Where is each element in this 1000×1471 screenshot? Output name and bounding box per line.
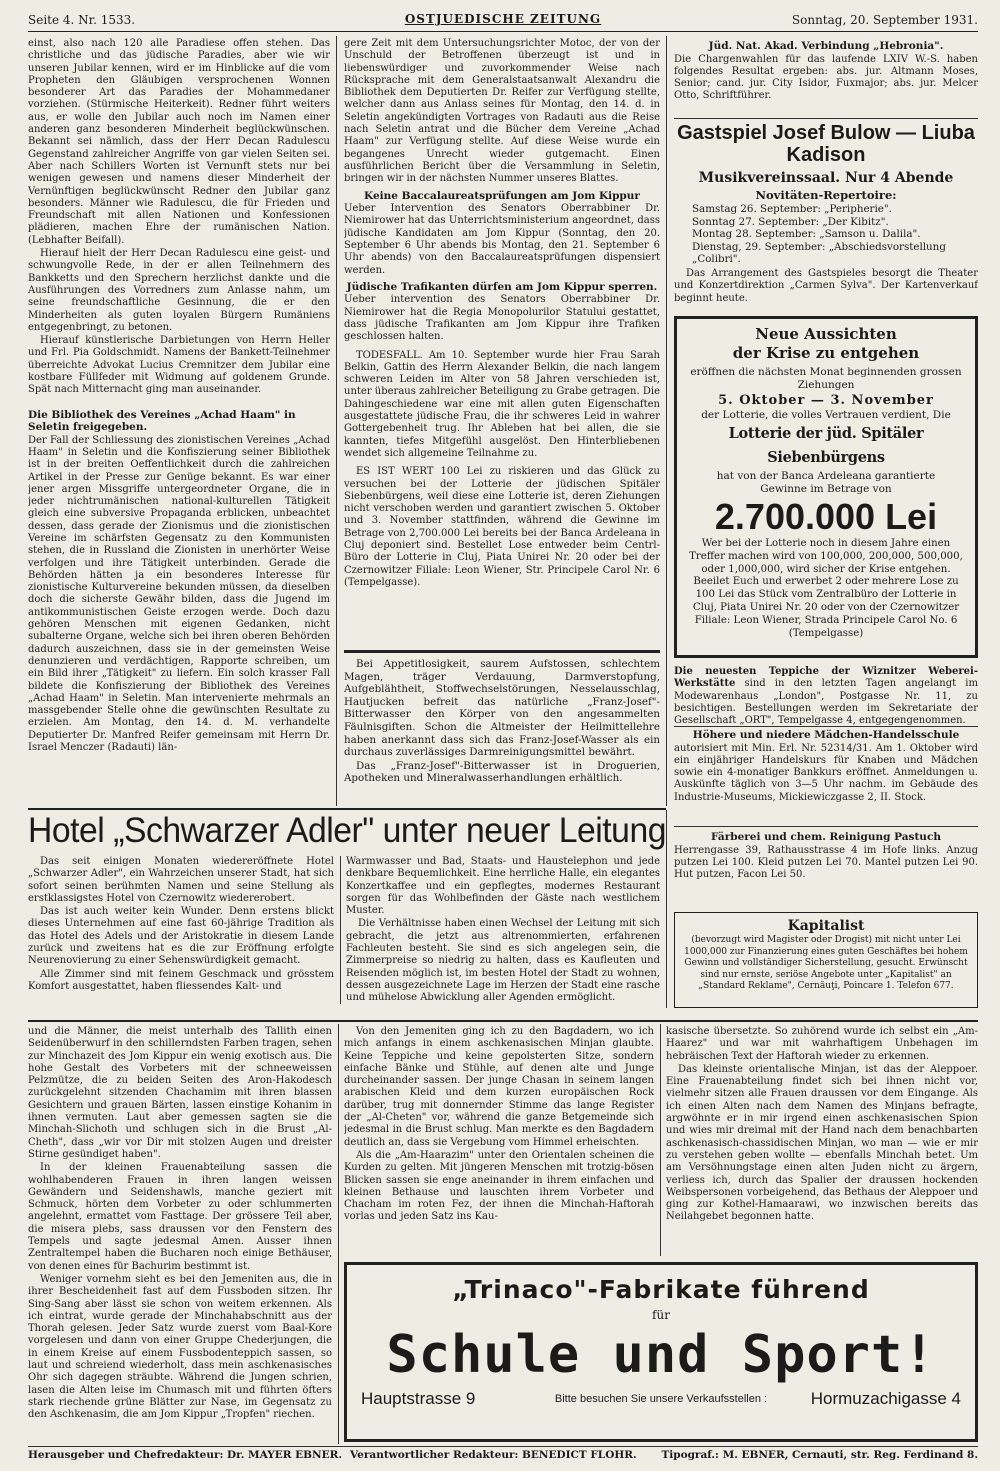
masthead [28,10,978,32]
page-number: Seite 4. Nr. 1533. [28,13,136,27]
section-rule [674,118,978,119]
article-text: Als die „Am-Haarazim" unter den Orientalen scheinen die Kurden zu gelten. Mit jüngeren Menschen mit trotzig-bösen Blicken sassen sie enge aneinander in ihrem einfachen und kleinen Bethause und lauschten ihrem Vorbeter und Chacham im roten Fez, der ihnen die Minchah-Haftorah vorlas und jeden Satz ins Kau- [344,1149,654,1223]
article-text: Von den Jemeniten ging ich zu den Bagdadern, wo ich mich anfangs in einem aschkenasischen Minjan glaubte. Keine Teppiche und keine gepolsterten Sitze, sondern einfache Bänke und Stühle, auf denen alte und Junge durcheinander sassen. Der junge Chasan in seinem langen arabischen Kleid und dem kurzen europäischen Rock darüber, trug mit donnernder Stimme das lange Register der „Al-Cheten" vor, während die ganze Betgemeinde sich jedesmal in die Brust schlug. Man merkte es den Bagdadern deutlich an, dass sie Vergebung vom Himmel erheischten. [344,1026,654,1148]
lower-column-2 [344,1026,654,1256]
newspaper-title: OSTJUEDISCHE ZEITUNG [404,12,602,26]
newspaper-page [28,10,978,1462]
headline-trafikanten: Jüdische Trafikanten dürfen am Jom Kippur sperren. [346,280,658,293]
trinaco-address-left: Hauptstrasse 9 [361,1389,476,1408]
ad-text: Bei Appetitlosigkeit, saurem Aufstossen, schlechtem Magen, träger Verdauung, Darmverstopfung, Aufgeblähtheit, Stoffwechselstörungen, Nesselausschlag, Hautjucken befreit das natürliche „Franz-Josef"-Bitterwasser den Körper von den angesammelten Fäulnisgiften. Schon die Altmeister der Heilmittellehre haben anerkannt dass sich das Franz-Josef-Wasser als ein durchaus zuverlässiges Darmreinigungsmittel bewährt. [344,658,660,759]
trinaco-line-2: für [652,1308,670,1322]
hotel-title: Hotel „Schwarzer Adler" unter neuer Leitung [28,811,666,850]
article-text: In der kleinen Frauenabteilung sassen die wohlhabenderen Frauen in ihren langen weissen Gewändern und Seidenshawls, manche geziert mit Schmuck, hörten dem Vorbeter zu oder schlummerten angelehnt, ermattet vom Fasttage. Der grössere Teil aber, die misera plebs, sass draussen vor den Fenstern des Tempels und sagte jedesmal Amen. Ausser ihnen Zentraltempel haben die Bucharen noch einige Bethäuser, von denen eines für Bachurim bestimmt ist. [28,1162,332,1272]
teppiche-text: sind in den letzten Tagen angelangt im Modewarenhaus „London", Postgasse Nr. 11, zu besichtigen. Bestellungen werden im Sekretariate der Gesellschaft „ORT", Tempelgasse 4, entgegengenommen. [674,678,978,726]
hotel-text: Das ist auch weiter kein Wunder. Denn erstens blickt dieses Unternehmen auf eine fast 60-jährige Tradition als das Hotel des Adels und der Aristokratie in diesem Lande zurück und zweitens hat es die zur Eröffnung erfolgte Neurenovierung zu einer Sehenswürdigkeit gemacht. [28,906,334,967]
column-2 [344,38,660,646]
section-rule [674,826,978,827]
ad-text: Das „Franz-Josef"-Bitterwasser ist in Droguerien, Apotheken und Mineralwasserhandlungen erhältlich. [344,759,660,785]
column-rule [666,36,667,806]
faerberei-headline: Färberei und chem. Reinigung Pastuch [711,831,941,843]
lower-column-3 [666,1026,978,1256]
article-text: Ueber intervention des Senators Oberrabbiner Dr. Niemirower hat die Regia Monopolurilor Statului gestattet, dass jüdische Trafikanten am Jom Kippur ihre Trafiken geschlossen halten. [344,294,660,343]
trinaco-line-3: Schule und Sport! [386,1325,936,1385]
hotel-text: Alle Zimmer sind mit feinem Geschmack und grösstem Komfort ausgestattet, haben fliessendes Kalt- und [28,968,334,992]
column-rule [336,36,337,806]
column-rule [340,856,341,1004]
article-text: und die Männer, die meist unterhalb des Tallith einen Seidenüberwurf in den schillerndsten Farben tragen, sehen zur Minchazeit des Jom Kippur ein wenig exotisch aus. Die hohe Gestalt des Vorbeters mit der schneeweissen Pelzmütze, die zu beiden Seiten des Aron-Hakodesch zurückgelehnt sitzenden Chachamim mit ihren blassen Gesichtern und grauen Bärten, lassen einstige Kohanim in ihnen vermuten. Laut aber gemessen sagten sie die Minchah-Slichoth und schlugen sich in die Brust „Al-Cheth", dass „wir vor Dir mit stolzen Augen und dreister Stirne gesündiget haben". [28,1026,332,1160]
article-text: Hierauf künstlerische Darbietungen von Herrn Heller und Frl. Pia Goldschmidt. Namens der Bankett-Teilnehmer überreichte Advokat Lucius Cremnitzer dem Jubilar eine kostbare Füllfeder mit Widmung auf goldenem Grunde. Spät nach Mitternacht ging man auseinander. [28,335,330,396]
faerberei-text: Herrengasse 39, Rathausstrasse 4 im Hofe links. Anzug putzen Lei 100. Kleid putzen Lei 70. Mantel putzen Lei 90. Hut putzen, Facon Lei 50. [674,844,978,881]
lottery-details: Wer bei der Lotterie noch in diesem Jahre einen Treffer machen wird von 100,000, 200,000, 500,000, oder 1,000,000, wird sicher der Krise entgehen. Beeilet Euch und erwerbet 2 oder mehrere Lose zu 100 Lei das Stück vom Zentralbüro der Lotterie in Cluj, Piata Unirei Nr. 20 oder von der Czernowitzer Filiale: Leon Wiener, Strada Principele Carol No. 6 (Tempelgasse) [689,538,963,639]
article-text: gere Zeit mit dem Untersuchungsrichter Motoc, der von der Unschuld der Betroffenen überzeugt ist und in liebenswürdiger und zuvorkommender Weise nach Rücksprache mit dem Generalstaatsanwalt Alexandru die Bibliothek dem Deputierten Dr. Reifer zur Verfügung stellte, welcher dann aus Anlass seines für Montag, den 14. d. in Seletin angekündigten Vortrages von Radauti aus die Reise nach Seletin antrat und die Bücher dem Vereine „Achad Haam" zur Verfügung stellte. Auf diese Weise wurde ein begangenes Unrecht wieder gutgemacht. Einen ausführlichen Bericht über die Versammlung in Seletin, bringen wir in der nächsten Nummer unseres Blattes. [344,38,660,185]
lottery-text: der Lotterie, die volles Vertrauen verdient, Die [701,409,951,421]
trinaco-addresses [361,1387,961,1411]
handelsschule-text: autorisiert mit Min. Erl. Nr. 52314/31. Am 1. Oktober wird ein einjähriger Handelskurs für Knaben und Mädchen sowie ein 4-monatiger Bankkurs eröffnet. Anmeldungen u. Auskünfte täglich von 3—5 Uhr nachm. im Gebäude des Industrie-Museums, Mickiewiczgasse 2, II. Stock. [674,742,978,803]
ad-trinaco [344,1262,978,1442]
lottery-text: eröffnen die nächsten Monat beginnenden grossen Ziehungen [690,366,962,391]
article-text: Der Fall der Schliessung des zionistischen Vereines „Achad Haam" in Seletin und die Konfiszierung seiner Bibliothek ist in der breiten Oeffentlichkeit durch die zahlreichen Artikel in der Presse zur Genüge bekannt. Es war einer jener argen Missgriffe untergeordneter Organe, die in jeder nichtrumänischen national-kulturellen Tätigkeit gleich eine subversive Propaganda erblicken, unbeachtet dessen, dass gerade der Zionismus und die zionistischen Vereine im schärfsten Gegensatz zu den Kommunisten stehen, die in Russland die Zionisten in unerhörter Weise verfolgen und ihre Tätigkeit unterbinden. Gerade die Behörden hätten ja ein besonderes Interesse für zionistische Kulturvereine bekunden müssen, da dieselben doch die sicherste Gewähr bilden, dass die Jugend im antikommunistischen Geiste erzogen werde. Doch dazu gehören Menschen mit eigenen Gedanken, nicht subalterne Organe, welche sich bei ihren oberen Behörden dadurch auszeichnen, dass sie in der gemeinsten Weise denunzieren und verdächtigen, Rapporte schreiben, um ein Bild ihrer „Tätigkeit" zu liefern. Ein solch krasser Fall bildete die Konfiszierung der Bibliothek des Vereines „Achad Haam" in Seletin. Man intervenierte mehrmals an massgebender Stelle ohne die gewünschten Resultate zu erzielen. Am Montag, den 14. d. M. verhandelte Deputierter Dr. Manfred Reifer gemeinsam mit Herrn Dr. Israel Menczer (Radauti) län- [28,434,330,754]
column-rule [666,810,667,1008]
lottery-headline-1: Neue Aussichten [755,325,897,343]
gastspiel-list [674,203,978,266]
hebronia-notice [674,38,978,128]
footer-editor: Verantwortlicher Redakteur: BENEDICT FLOHR. [350,1449,637,1461]
gastspiel-row: Sonntag 27. September: „Der Kibitz". [692,215,889,228]
hotel-text: Warmwasser und Bad, Staats- und Haustelephon und jede denkbare Bequemlichkeit. Eine herrliche Halle, ein elegantes Konzertkaffee und ein gepflegtes, modernes Restaurant sorgen für das Wohlbefinden der Gäste nach westlichem Muster. [346,856,660,917]
column-rule [660,1024,661,1256]
hotel-headline [28,810,666,852]
ad-lottery [674,316,978,658]
column-1 [28,38,330,808]
trinaco-address-right: Hormuzachigasse 4 [810,1389,961,1408]
notice-text: Die Chargenwahlen für das laufende LXIV W.-S. haben folgendes Resultat ergeben: abs. jur. Altmann Moses, Senior; cand. jur. City Isidor, Fuxmajor; abs. jur. Melcer Otto, Schriftführer. [674,53,978,102]
hotel-text: Die Verhältnisse haben einen Wechsel der Leitung mit sich gebracht, die jetzt aus altrenommierten, erfahrenen Fachleuten besteht. Sie sind es sich angelegen sein, die Zimmerpreise so niedrig zu halten, dass es Kaufleuten und Reisenden möglich ist, im besten Hotel der Stadt zu wohnen, dessen ausgezeichnete Lage im Herzen der Stadt eine rasche und mühelose Abwicklung aller Agenden ermöglicht. [346,918,660,1004]
imprint-footer [28,1446,978,1462]
ad-franz-josef [344,658,660,804]
gastspiel-venue: Musikvereinssaal. Nur 4 Abende [698,170,954,186]
ad-handelsschule [674,728,978,830]
kapitalist-text: (bevorzugt wird Magister oder Drogist) mit nicht unter Lei 1000,000 zur Finanzierung eines guten Geschäftes bei hohem Gewinn und vollständiger Sicherstellung, gesucht. Erwünscht sind nur ernste, seriöse Angebote unter „Kapitalist" an „Standard Reklame", Cernăuţi, Poincare 1. Telefon 677. [684,935,968,991]
hotel-column-2 [346,856,660,1006]
ad-faerberei [674,830,978,902]
gastspiel-title: Gastspiel Josef Bulow — Liuba Kadison [677,122,975,166]
column-rule [338,1024,339,1444]
article-text: Hierauf hielt der Herr Decan Radulescu eine geist- und schwungvolle Rede, in der er allen Teilnehmern des Bankketts und den Sprechern herzlichst dankte und die Ausführungen des Vorredners zum Anlasse nahm, um seine freundschaftliche Gesinnung, die er den Minderheiten als guten loyalen Bürgern Rumäniens entgegenbringt, zu betonen. [28,248,330,333]
headline-hebronia: Jüd. Nat. Akad. Verbindung „Hebronia". [708,40,944,52]
ad-gastspiel [674,122,978,312]
trinaco-line-1: „Trinaco"-Fabrikate führend [452,1275,870,1304]
article-text: Ueber Intervention des Senators Oberrabbiner Dr. Niemirower hat das Unterrichtsministerium angeordnet, dass jüdische Kandidaten am Jom Kippur (Sonntag, den 20. September 6 Uhr abends bis Montag, den 21. September 6 Uhr abends) von den Baccalaureatsprüfungen dispensiert werden. [344,203,660,276]
footer-printer: Tipograf.: M. EBNER, Cernauti, str. Reg. Ferdinand 8. [661,1449,978,1461]
article-text: Weniger vornehm sieht es bei den Jemeniten aus, die in ihrer Bescheidenheit fast auf dem Fussboden sitzen. Ihr Sing-Sang aber lässt sie schon von weitem erkennen. Als ich eintrat, wurde gerade der Minchahabschnitt aus der Thorah gelesen. Jeder Satz wurde zuerst vom Baal-Kore vorgelesen und dann von einer Gruppe Chederjungen, die in einem Kreise auf einem Fussbodenteppich sassen, so laut und schreiend wiederholt, dass mein aschkenasisches Ohr sich dagegen sträubte. Während die Jungen schrien, lasen die Alten leise im Chumasch mit und führten öfters stark riechende grüne Blätter zur Nase, im Gegensatz zu den Aschkenasim, die am Jom Kippur „Tropfen" riechen. [28,1273,332,1421]
gastspiel-row: Dienstag, 29. September: „Abschiedsvorstellung „Colibri". [692,240,946,266]
lottery-headline-2: der Krise zu entgehen [732,344,920,362]
gastspiel-footer: Das Arrangement des Gastspieles besorgt die Theater und Konzertdirektion „Carmen Sylva". Der Kartenverkauf beginnt heute. [674,267,978,304]
hotel-column-1 [28,856,334,1006]
headline-achad-haam: Die Bibliothek des Vereines „Achad Haam" in Seletin freigegeben. [28,408,296,434]
lottery-name: Lotterie der jüd. Spitäler Siebenbürgens [728,425,924,466]
lottery-text: hat von der Banca Ardeleana garantierte Gewinne im Betrage von [716,470,936,495]
kapitalist-headline: Kapitalist [787,918,865,934]
teppiche-headline: Die neuesten Teppiche der Wiznitzer Weberei-Werkstätte [674,666,978,690]
lottery-dates: 5. Oktober — 3. November [718,393,934,408]
article-text: kasische übersetzte. So zuhörend wurde ich selbst ein „Am-Haarez" und war mit wahrhaftigem Unbehagen im hebräischen Text der Haftorah wieder zu erkennen. [666,1026,978,1062]
article-text: einst, also nach 120 alle Paradiese offen stehen. Das christliche und das jüdische Paradies, aber wie wir unseren Jubilar kennen, wird er im Hinblicke auf die vom Propheten den Gläubigen versprochenen Wonnen besonderer Art das Paradies der Mohammedaner vorziehen. (Stürmische Heiterkeit). Redner führt weiters aus, er wolle den Jubilar auch noch im Namen einer anderen ganz besonderen Minderheit beglückwünschen. Bekannt sei nämlich, dass der Herr Decan Radulescu Gegenstand zahlreicher Angriffe von gar vielen Seiten sei. Aber nach Schillers Worten ist Vernunft stets nur bei wenigen gewesen und namens dieser Minderheit der Vernünftigen beglückwünscht Redner den Jubilar ganz besonders. Männer wie Radulescu, die für Frieden und Freundschaft mit allen Nationen und Konfessionen plädieren, machen Ehre der rumänischen Nation. (Lebhafter Beifall). [28,38,330,246]
trinaco-address-mid: Bitte besuchen Sie unsere Verkaufsstellen : [554,1393,768,1405]
hotel-text: Das seit einigen Monaten wiedereröffnete Hotel „Schwarzer Adler", ein Wahrzeichen unserer Stadt, hat sich sofort seinen berühmten Namen und seine Stellung als erstklassigstes Hotel von Czernowitz wiedererobert. [28,856,334,904]
lower-column-1 [28,1026,332,1444]
handelsschule-headline: Höhere und niedere Mädchen-Handelsschule [692,729,960,741]
ad-teppiche [674,666,978,726]
article-obituary: TODESFALL. Am 10. September wurde hier Frau Sarah Belkin, Gattin des Herrn Alexander Belkin, die nach langem schweren Leiden im Alter von 58 Jahren verschieden ist, unter überaus zahlreicher Beteiligung zu Grabe getragen. Die Dahingeschiedene war eine mit allen guten Eigenschaften ausgestattete jüdische Frau, die ihr schweres Leid in wahrer Gottergebenheit trug. Ihr Ableben hat bei allen, die sie kannten, tiefes Mitgefühl ausgelöst. Den Hinterbliebenen wendet sich allgemeine Teilnahme zu. [344,349,660,459]
gastspiel-repertoire: Novitäten-Repertoire: [755,188,897,202]
gastspiel-row: Samstag 26. September: „Peripherie". [692,203,892,215]
issue-date: Sonntag, 20. September 1931. [791,13,978,27]
section-rule [344,650,660,653]
ad-kapitalist [674,912,978,1008]
footer-publisher: Herausgeber und Chefredakteur: Dr. MAYER EBNER. [28,1449,343,1461]
section-rule [674,726,978,727]
article-text: Das kleinste orientalische Minjan, ist das der Aleppoer. Eine Frauenabteilung findet sich bei ihnen nicht vor, vielmehr sitzen alle Frauen draussen vor dem Eingange. Als ich einen Alten nach dem Namen des Minjans befragte, argwöhnte er in mir irgend einen aschkenasischen Spion und wies mir dreimal mit der Hand nach dem benachbarten aschkenasisch-chassidischen Minjan, wo man — wie er mir zu verstehen geben wollte — ebenfalls Minchah betet. Um am Versöhnungstage einen alten Juden nicht zu ärgern, verliess ich, durch das Spalier der draussen hockenden Weibspersonen vorbeigehend, das Bethaus der Aleppoer und ging zur Kothel-Hamaarawi, wo inzwischen bereits das Neilahgebet begonnen hatte. [666,1063,978,1223]
headline-baccalaureat: Keine Baccalaureatsprüfungen am Jom Kippur [364,189,640,202]
article-lottery: ES IST WERT 100 Lei zu riskieren und das Glück zu versuchen bei der Lotterie der jüdischen Spitäler Siebenbürgens, weil diese eine Lotterie ist, deren Ziehungen nicht verschoben werden und garantiert zwischen 5. Oktober und 3. November stattfinden, während die Gewinne im Betrage von 2,700.000 Lei bereits bei der Banca Ardeleana in Cluj deponiert sind. Bestellet Lose entweder beim Centrl-Büro der Lotterie in Cluj, Piata Unirei Nr. 20 oder bei der Czernowitzer Filiale: Leon Wiener, Str. Principele Carol Nr. 6 (Tempelgasse). [344,466,660,588]
gastspiel-row: Montag 28. September: „Samson u. Dalila". [692,228,921,241]
section-rule [28,1020,978,1022]
lottery-amount: 2.700.000 Lei [714,496,938,537]
